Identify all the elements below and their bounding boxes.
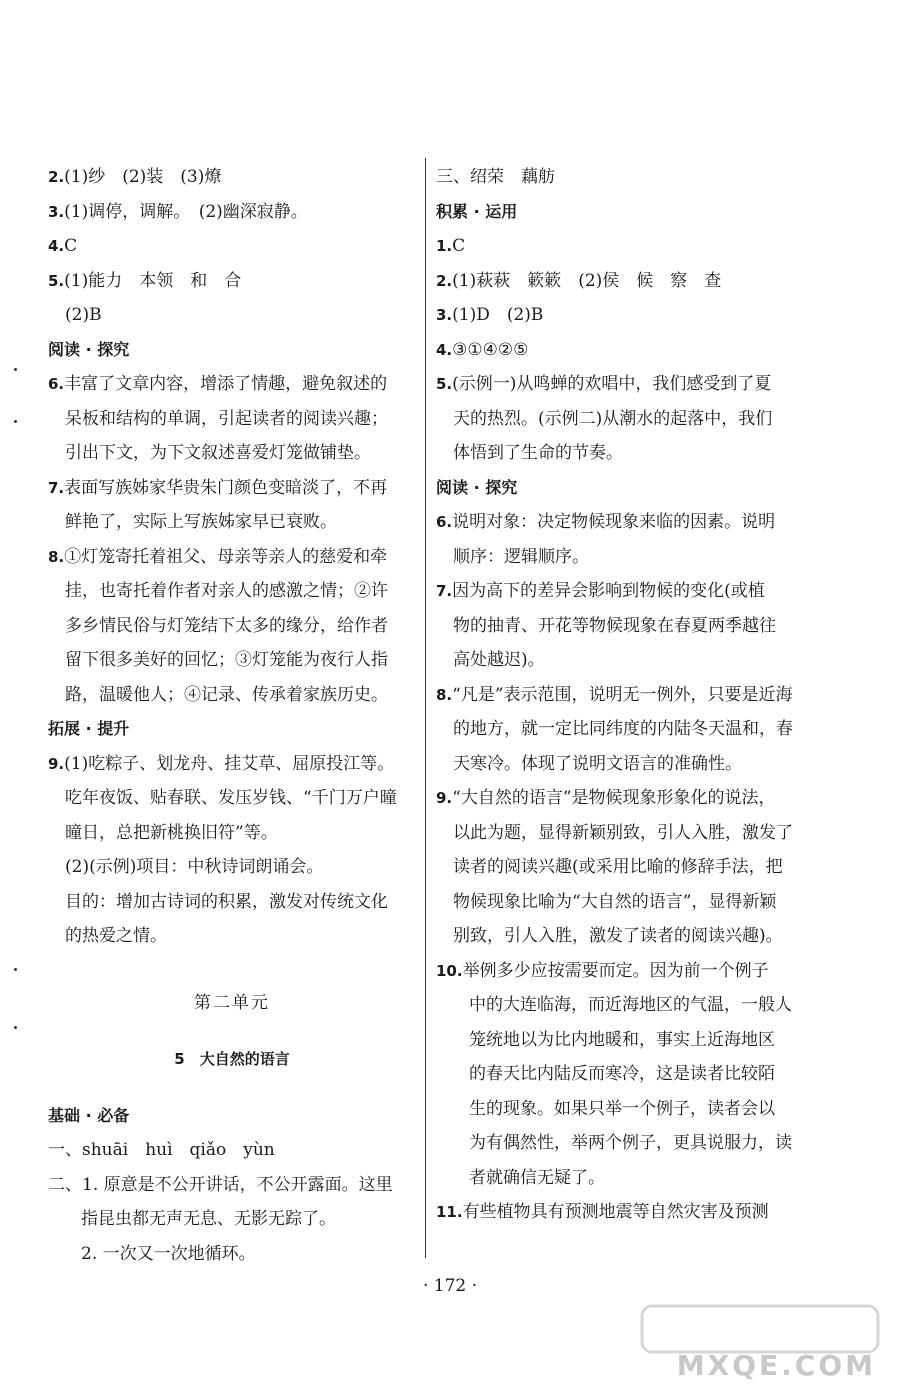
question-number: 9. [436, 789, 453, 807]
margin-dot [14, 968, 17, 971]
answer-continuation: 生的现象。如果只举一个例子，读者会以 [469, 1098, 775, 1119]
question-number: 7. [48, 478, 65, 497]
answer-text: (1)萩萩 簌簌 (2)侯 候 察 查 [452, 270, 722, 291]
question-number: 8. [436, 685, 453, 704]
answer-continuation: 目的：增加古诗词的积累，激发对传统文化 [65, 891, 388, 912]
answer-continuation: 体悟到了生命的节奏。 [453, 443, 623, 463]
answer-line [436, 1195, 806, 1230]
answer-line: 三、绍荣 藕舫 [436, 167, 555, 187]
answer-text: (示例一)从鸣蝉的欢唱中，我们感受到了夏 [452, 374, 772, 394]
answer-line [48, 264, 416, 299]
answer-line [436, 298, 806, 333]
unit-title: 第二单元 [194, 992, 270, 1013]
answer-continuation: 为有偶然性，举两个例子，更具说服力，读 [469, 1133, 792, 1153]
answer-continuation: 的春天比内陆反而寒冷，这是读者比较陌 [469, 1064, 775, 1084]
answer-continuation: (2)(示例)项目：中秋诗词朗诵会。 [65, 857, 324, 877]
answer-line [436, 505, 806, 540]
question-number: 5. [436, 375, 453, 393]
answer-line: 二、1. 原意是不公开讲话，不公开露面。这里 [48, 1174, 393, 1195]
question-number: 4. [436, 340, 453, 359]
answer-line [48, 471, 416, 506]
answer-line [48, 747, 416, 782]
answer-line [436, 367, 806, 402]
section-heading: 基础 · 必备 [48, 1105, 130, 1125]
answer-continuation: 物候现象比喻为“大自然的语言”，显得新颖 [453, 891, 777, 912]
answer-continuation: 高处越迟)。 [453, 650, 545, 670]
answer-text: 丰富了文章内容，增添了情趣，避免叙述的 [64, 374, 388, 394]
answer-continuation: 以此为题，显得新颖别致，引人入胜，激发了 [453, 822, 793, 843]
answer-line [436, 229, 806, 264]
answer-continuation: 挂，也寄托着作者对亲人的感激之情；②许 [65, 581, 388, 601]
answer-continuation: 者就确信无疑了。 [469, 1167, 605, 1188]
answer-text: 表面写族姊家华贵朱门颜色变暗淡了，不再 [64, 477, 388, 498]
answer-line [48, 367, 416, 402]
answer-continuation: 别致，引人入胜，激发了读者的阅读兴趣)。 [453, 926, 783, 946]
answer-text: 举例多少应按需要而定。因为前一个例子 [462, 960, 769, 981]
answer-line [436, 264, 806, 299]
answer-continuation: 鲜艳了，实际上写族姊家早已衰败。 [65, 512, 337, 532]
answer-line [48, 160, 416, 195]
section-heading: 阅读 · 探究 [436, 477, 518, 497]
answer-text: 说明对象：决定物候现象来临的因素。说明 [452, 512, 776, 532]
answer-continuation: 2. 一次又一次地循环。 [81, 1243, 256, 1264]
answer-line: 一、shuāi huì qiǎo yùn [48, 1140, 275, 1160]
left-column [48, 160, 416, 1271]
answer-continuation: (2)B [65, 305, 102, 325]
answer-continuation: 留下很多美好的回忆；③灯笼能为夜行人指 [65, 650, 388, 670]
answer-text: C [64, 236, 78, 256]
answer-line [436, 678, 806, 713]
answer-continuation: 的地方，就一定比同纬度的内陆冬天温和，春 [453, 719, 793, 739]
page-number: · 172 · [422, 1276, 478, 1296]
right-column [436, 160, 806, 1230]
question-number: 11. [436, 1203, 463, 1221]
answer-continuation: 读者的阅读兴趣(或采用比喻的修辞手法，把 [453, 857, 783, 877]
margin-dot [14, 368, 17, 371]
answer-continuation: 的热爱之情。 [65, 926, 167, 946]
question-number: 10. [436, 961, 463, 980]
answer-line [48, 229, 416, 264]
answer-text: 有些植物具有预测地震等自然灾害及预测 [462, 1202, 769, 1222]
answer-line [436, 333, 806, 368]
section-heading: 积累 · 运用 [436, 201, 518, 221]
answer-continuation: 顺序：逻辑顺序。 [453, 546, 589, 567]
answer-continuation: 天的热烈。(示例二)从潮水的起落中，我们 [453, 408, 773, 429]
question-number: 6. [48, 375, 65, 393]
answer-continuation: 多乡情民俗与灯笼结下太多的缘分，给作者 [65, 615, 388, 636]
answer-line [48, 195, 416, 230]
answer-continuation: 吃年夜饭、贴春联、发压岁钱、“千门万户曈 [65, 788, 397, 808]
question-number: 7. [436, 582, 453, 600]
section-heading: 阅读 · 探究 [48, 339, 130, 359]
answer-continuation: 物的抽青、开花等物候现象在春夏两季越往 [453, 615, 776, 636]
answer-continuation: 曈日，总把新桃换旧符”等。 [65, 822, 278, 843]
answer-continuation: 呆板和结构的单调，引起读者的阅读兴趣； [65, 408, 388, 429]
answer-text: (1)吃粽子、划龙舟、挂艾草、屈原投江等。 [64, 753, 395, 774]
question-number: 3. [436, 306, 453, 324]
question-number: 9. [48, 754, 65, 773]
answer-text: ①灯笼寄托着祖父、母亲等亲人的慈爱和牵 [64, 546, 388, 567]
answer-continuation: 笼统地以为比内地暖和，事实上近海地区 [469, 1029, 775, 1050]
question-number: 8. [48, 547, 65, 566]
answer-continuation: 指昆虫都无声无息、无影无踪了。 [81, 1209, 336, 1229]
question-number: 4. [48, 237, 65, 255]
answer-text: C [452, 236, 466, 256]
lesson-title: 5 大自然的语言 [174, 1050, 290, 1068]
answer-text: “大自然的语言”是物候现象形象化的说法， [452, 788, 776, 808]
answer-text: 因为高下的差异会影响到物候的变化(或植 [452, 581, 765, 601]
question-number: 5. [48, 271, 65, 290]
question-number: 6. [436, 513, 453, 531]
question-number: 2. [436, 271, 453, 290]
question-number: 3. [48, 202, 65, 221]
answer-text: (1)纱 (2)装 (3)燎 [64, 167, 222, 187]
section-heading: 拓展 · 提升 [48, 719, 130, 738]
answer-continuation: 路，温暖他人；④记录、传承着家族历史。 [65, 684, 388, 705]
answer-text: ③①④②⑤ [452, 339, 529, 360]
answer-continuation: 中的大连临海，而近海地区的气温，一般人 [469, 995, 792, 1015]
answer-line [48, 540, 416, 575]
answer-text: “凡是”表示范围，说明无一例外，只要是近海 [452, 684, 793, 705]
margin-dot [14, 420, 17, 423]
question-number: 2. [48, 168, 65, 186]
answer-continuation: 引出下文，为下文叙述喜爱灯笼做铺垫。 [65, 443, 371, 463]
column-divider [425, 158, 426, 1258]
answer-line [436, 781, 806, 816]
question-number: 1. [436, 237, 453, 255]
answer-line [436, 574, 806, 609]
answer-text: (1)调停，调解。 (2)幽深寂静。 [64, 201, 308, 222]
margin-dot [14, 1026, 17, 1029]
answer-continuation: 天寒冷。体现了说明文语言的准确性。 [453, 753, 742, 774]
answer-line [436, 954, 806, 989]
answer-text: (1)D (2)B [452, 305, 544, 325]
watermark-text: MXQE.COM [676, 1349, 876, 1382]
answer-text: (1)能力 本领 和 合 [64, 270, 242, 291]
